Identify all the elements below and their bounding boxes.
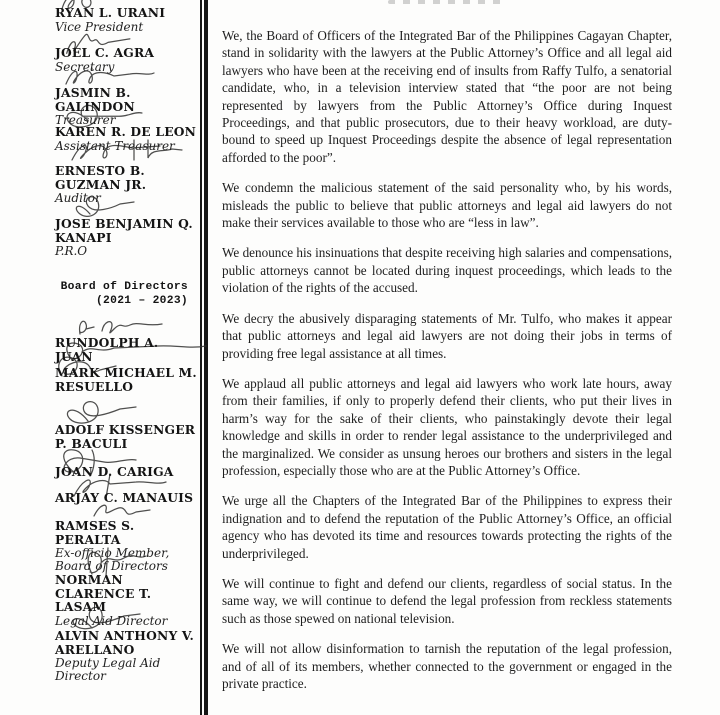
officer-entry bbox=[55, 217, 197, 258]
officer-name: KAREN R. DE LEON bbox=[55, 124, 197, 139]
officer-entry bbox=[55, 125, 197, 153]
director-entry bbox=[55, 629, 197, 684]
officer-name: JOSE BENJAMIN Q. KANAPI bbox=[55, 216, 193, 245]
director-entry bbox=[55, 423, 197, 450]
director-title: Legal Aid Director bbox=[55, 613, 168, 628]
director-title: Deputy Legal Aid Director bbox=[55, 656, 161, 684]
officer-entry bbox=[55, 6, 197, 34]
officer-title: P.R.O bbox=[55, 244, 88, 259]
board-of-directors-header bbox=[55, 281, 188, 308]
board-header-line1: Board of Directors bbox=[60, 281, 188, 293]
officer-name: JOEL C. AGRA bbox=[55, 45, 155, 60]
director-entry bbox=[55, 336, 197, 363]
officer-entry bbox=[55, 46, 197, 74]
statement-paragraph: We will not allow disinformation to tarnish the reputation of the legal profession, and of all of its members, whether connected to the government or engaged in the private practice. bbox=[222, 641, 672, 691]
director-name: NORMAN CLARENCE T. LASAM bbox=[55, 572, 152, 615]
statement-paragraph: We, the Board of Officers of the Integrated Bar of the Philippines Cagayan Chapter, stand in solidarity with the lawyers at the Public Attorney’s Office and all legal aid lawyers who have been at the receiving end of insults from Raffy Tulfo, a senatorial candidate, who, in a television interview stated that “the poor are not being represented by lawyers from the Public Attorney’s Office during Inquest Proceedings, and that public prosecutors, due to their heavy workload, are duty-bound to speed up Inquest Proceedings despite the absence of legal representation afforded to the poor”. bbox=[222, 28, 672, 165]
statement-body bbox=[222, 27, 672, 705]
director-name: RAMSES S. PERALTA bbox=[55, 518, 135, 547]
statement-paragraph: We decry the abusively disparaging statements of Mr. Tulfo, who makes it appear that public attorneys and legal aid lawyers are not doing their jobs in terms of providing free legal assistance at all times. bbox=[222, 310, 672, 361]
officer-title: Treasurer bbox=[55, 113, 116, 128]
cropped-heading-remnant bbox=[388, 0, 504, 4]
director-name: RUNDOLPH A. JUAN bbox=[55, 335, 159, 364]
director-entry bbox=[55, 366, 197, 393]
officer-name: ERNESTO B. GUZMAN JR. bbox=[55, 163, 147, 192]
signatories-column bbox=[55, 0, 203, 715]
statement-paragraph: We applaud all public attorneys and legal aid lawyers who work late hours, away from their families, if only to properly defend their clients, who put their lives in harm’s way for the sake of their clients, who painstakingly devote their legal knowledge and skills in order to render legal assistance to the underprivileged and the marginalized. We consider as unsung heroes our brothers and sisters in the legal profession, especially those who are at the Public Attorney’s Office. bbox=[222, 375, 672, 478]
director-entry bbox=[55, 519, 197, 574]
director-entry bbox=[55, 573, 197, 628]
officer-title: Auditor bbox=[55, 191, 101, 206]
statement-paragraph: We denounce his insinuations that despite receiving high salaries and compensations, public attorneys cannot be located during inquest proceedings, which leads to the violation of the rights of the accused. bbox=[222, 245, 672, 296]
director-name: ALVIN ANTHONY V. ARELLANO bbox=[55, 628, 194, 657]
director-name: JOAN D. CARIGA bbox=[55, 464, 174, 479]
officer-title: Assistant Treasurer bbox=[55, 138, 175, 153]
director-title: Ex-officio Member, Board of Directors bbox=[55, 546, 170, 574]
statement-paragraph: We condemn the malicious statement of the said personality who, by his words, misleads the public to believe that public attorneys and legal aid lawyers do not make their services available to those who are “less in law”. bbox=[222, 180, 672, 231]
director-name: ARJAY C. MANAUIS bbox=[55, 490, 194, 505]
officer-name: RYAN L. URANI bbox=[55, 5, 166, 20]
director-entry bbox=[55, 465, 197, 479]
director-entry bbox=[55, 491, 197, 505]
officer-title: Secretary bbox=[55, 59, 115, 74]
officer-entry bbox=[55, 86, 197, 127]
officer-name: JASMIN B. GALINDON bbox=[55, 85, 135, 114]
director-name: MARK MICHAEL M. RESUELLO bbox=[55, 365, 197, 394]
officer-entry bbox=[55, 164, 197, 205]
statement-paragraph: We will continue to fight and defend our clients, regardless of social status. In the same way, we will continue to defend the legal profession from reckless statements such as those spewed on national television. bbox=[222, 575, 672, 626]
director-name: ADOLF KISSENGER P. BACULI bbox=[55, 422, 196, 451]
statement-paragraph: We urge all the Chapters of the Integrated Bar of the Philippines to express their indignation and to defend the reputation of the Public Attorney’s Office, an official agency who has devoted its time and resources towards protecting the rights of the underprivileged. bbox=[222, 493, 672, 561]
officer-title: Vice President bbox=[55, 19, 144, 34]
board-header-line2: (2021 – 2023) bbox=[95, 294, 188, 307]
